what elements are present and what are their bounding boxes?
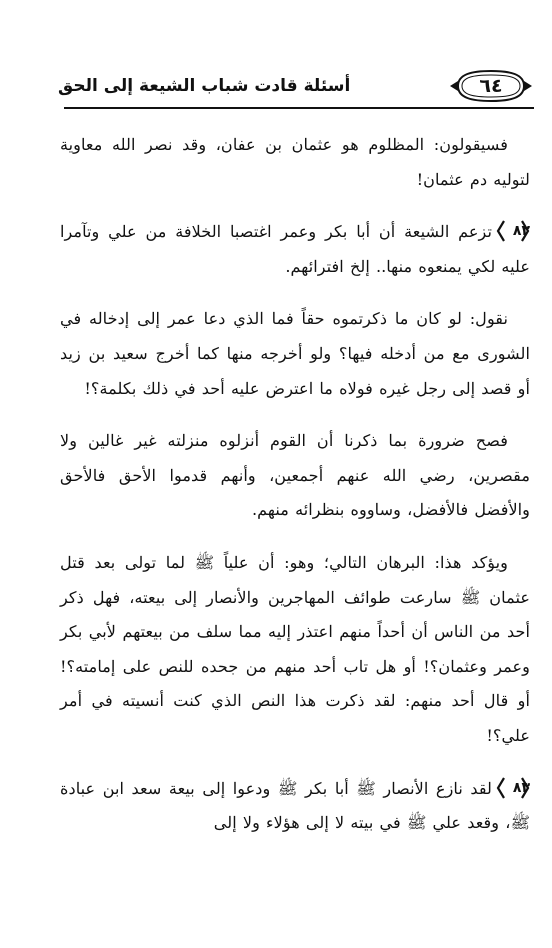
question-number-marker <box>496 219 530 243</box>
paragraph-2 <box>60 215 530 284</box>
paragraph-2-text: تزعم الشيعة أن أبا بكر وعمر اغتصبا الخلافة من علي وتآمرا عليه لكي يمنعوه منها.. إلخ افترائهم. <box>60 222 530 276</box>
page-number-badge <box>448 68 534 104</box>
page-body <box>60 128 530 841</box>
paragraph-3: نقول: لو كان ما ذكرتموه حقاً فما الذي دعا عمر إلى إدخاله في الشورى مع من أدخله فيها؟ ولو أخرجه منها كما أخرج سعيد بن زيد أو قصد إلى رجل غيره فولاه ما اعترض عليه أحد في ذلك بكلمة؟! <box>60 309 530 398</box>
paragraph-6 <box>60 772 530 841</box>
page-header <box>54 66 534 106</box>
paragraph-4: فصح ضرورة بما ذكرنا أن القوم أنزلوه منزلته غير غالين ولا مقصرين، رضي الله عنهم أجمعين، وأنهم قدموا الأحق فالأحق والأفضل فالأفضل، وساووه بنظرائه منهم. <box>60 431 530 520</box>
paragraph-1: فسيقولون: المظلوم هو عثمان بن عفان، وقد نصر الله معاوية لتوليه دم عثمان! <box>60 135 530 189</box>
question-number: ٨٣ <box>512 779 530 796</box>
page-number: ٦٤ <box>479 75 503 97</box>
header-divider <box>64 107 534 109</box>
paragraph-5: ويؤكد هذا: البرهان التالي؛ وهو: أن علياً ﷺ لما تولى بعد قتل عثمان ﷺ سارعت طوائف المهاجرين والأنصار إلى بيعته، فهل ذكر أحد من الناس أن أحداً منهم اعتذر إليه مما سلف من بيعتهم لأبي بكر وعمر وعثمان؟! أو هل تاب أحد منهم من جحده للنص على إمامته؟! أو قال أحد منهم: لقد ذكرت هذا النص الذي كنت أنسيته في أمر علي؟! <box>60 552 530 745</box>
running-title: أسئلة قادت شباب الشيعة إلى الحق <box>58 76 351 96</box>
question-number: ٨٢ <box>512 223 530 240</box>
paragraph-6-text: لقد نازع الأنصار ﷺ أبا بكر ﷺ ودعوا إلى بيعة سعد ابن عبادة ﷺ، وقعد علي ﷺ في بيته لا إلى هؤلاء ولا إلى <box>60 778 530 833</box>
question-number-marker <box>496 776 530 800</box>
